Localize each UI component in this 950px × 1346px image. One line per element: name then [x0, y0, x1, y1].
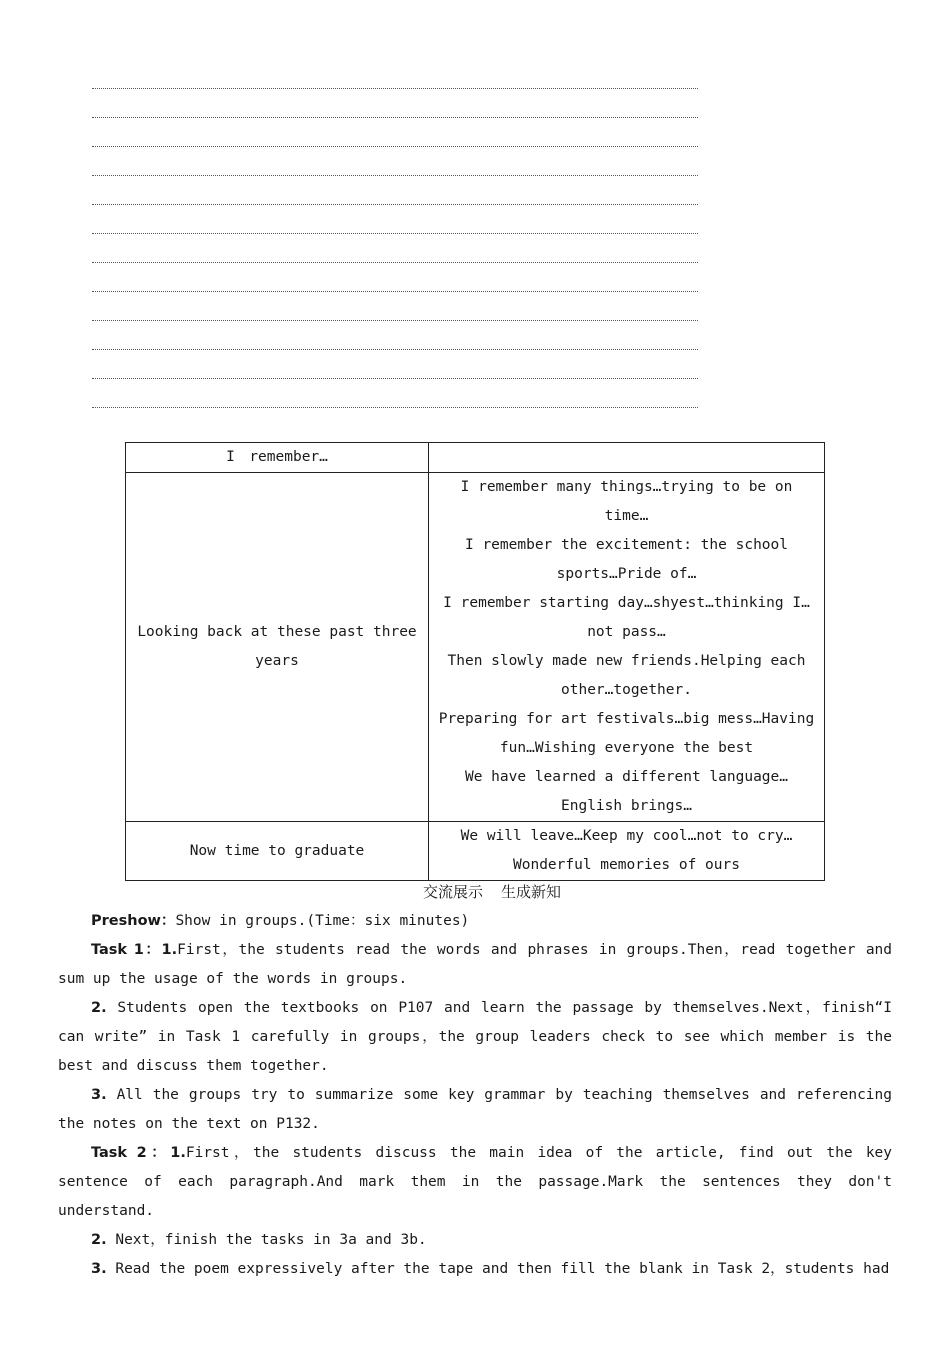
task1-item-1: [58, 936, 892, 994]
table-row-line: I remember starting day…shyest…thinking I…not pass…: [443, 595, 810, 640]
table-row: [126, 822, 825, 881]
task1-item-2: [58, 994, 892, 1081]
item-text: First，the students discuss the main idea of the article, find out the key sentence of each paragraph.And mark them in the passage.Mark the sentences they don't understand.: [58, 1145, 893, 1219]
table-row-line: We will leave…Keep my cool…not to cry…Wonderful memories of ours: [460, 828, 793, 873]
table-row-line: We have learned a different language…English brings…: [464, 769, 788, 814]
table-row-label: Looking back at these past three years: [126, 473, 429, 822]
writing-line: [92, 117, 698, 118]
writing-line: [92, 262, 698, 263]
table-header-left: I remember…: [126, 443, 429, 473]
writing-lines: [92, 88, 698, 436]
table-row-line: I remember many things…trying to be on time…: [460, 479, 793, 524]
writing-line: [92, 88, 698, 89]
writing-line: [92, 320, 698, 321]
writing-line: [92, 204, 698, 205]
item-number: 1.: [170, 1145, 186, 1161]
item-text: Next，finish the tasks in 3a and 3b.: [106, 1232, 427, 1248]
writing-line: [92, 233, 698, 234]
section-title: [0, 878, 950, 907]
item-text: Read the poem expressively after the tape and then fill the blank in Task 2，students had: [106, 1261, 890, 1277]
task2-item-1: [58, 1139, 892, 1226]
writing-line: [92, 175, 698, 176]
preshow-label: Preshow：: [91, 913, 176, 929]
table-row-line: I remember the excitement: the school sports…Pride of…: [464, 537, 788, 582]
writing-line: [92, 349, 698, 350]
writing-line: [92, 407, 698, 408]
table-row-line: Then slowly made new friends.Helping each other…together.: [447, 653, 806, 698]
task2-item-2: [58, 1226, 892, 1255]
table-row-content: [429, 473, 825, 822]
item-number: 3.: [91, 1087, 107, 1103]
task1-label: Task 1：: [91, 942, 162, 958]
task2-item-3: [58, 1255, 892, 1284]
writing-line: [92, 378, 698, 379]
task1-item-3: [58, 1081, 892, 1139]
preshow-text: Show in groups.(Time：six minutes): [175, 913, 470, 929]
writing-line: [92, 146, 698, 147]
table-row: [126, 473, 825, 822]
task2-label: Task 2：: [91, 1145, 171, 1161]
table-row-content: [429, 822, 825, 881]
table-row-label: Now time to graduate: [126, 822, 429, 881]
table-header-row: [126, 443, 825, 473]
section-title-part2: 生成新知: [501, 883, 562, 901]
section-title-part1: 交流展示: [422, 883, 483, 901]
item-number: 1.: [161, 942, 178, 958]
instructions-body: [58, 907, 892, 1284]
writing-line: [92, 291, 698, 292]
preshow-paragraph: [58, 907, 892, 936]
item-number: 2.: [91, 1232, 107, 1248]
item-text: Students open the textbooks on P107 and learn the passage by themselves.Next，finish“I can write” in Task 1 carefully in groups，the group leaders check to see which member is the best and discuss them together.: [58, 1000, 892, 1074]
item-text: All the groups try to summarize some key grammar by teaching themselves and referencing the notes on the text on P132.: [58, 1087, 892, 1132]
item-number: 3.: [91, 1261, 107, 1277]
table-row-line: Preparing for art festivals…big mess…Having fun…Wishing everyone the best: [438, 711, 815, 756]
table-header-right: [429, 443, 825, 473]
outline-table: [125, 442, 825, 881]
item-text: First，the students read the words and phrases in groups.Then，read together and sum up the usage of the words in groups.: [58, 942, 893, 987]
item-number: 2.: [91, 1000, 107, 1016]
